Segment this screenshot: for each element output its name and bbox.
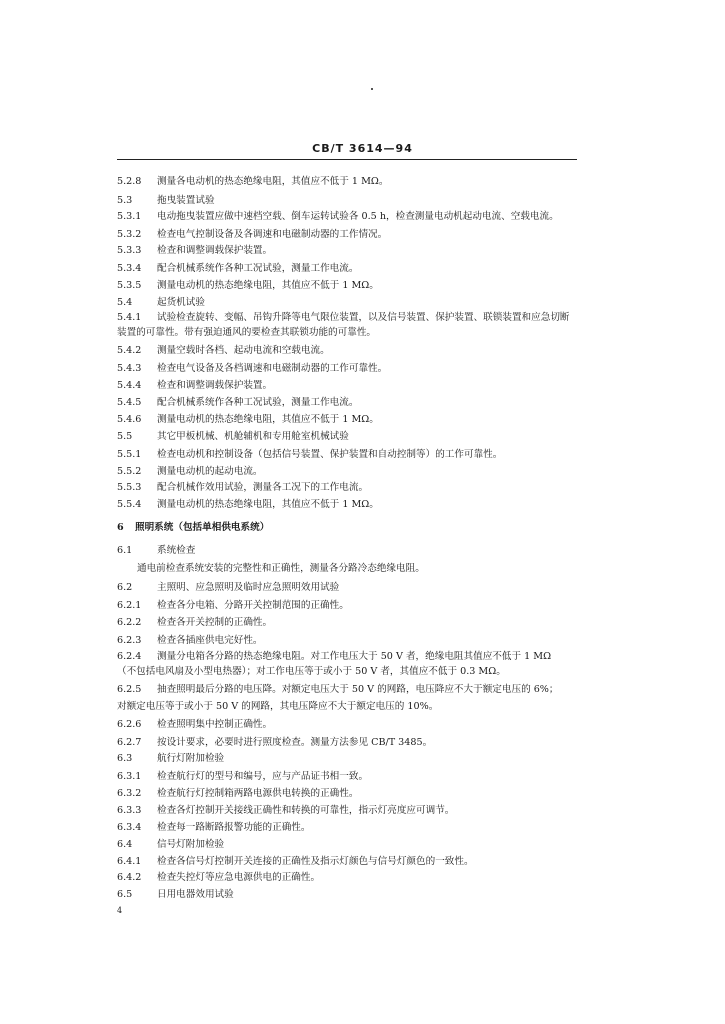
document-line [117, 195, 587, 207]
clause-text: 测量电动机的热态绝缘电阻，其值应不低于 1 MΩ。 [157, 280, 379, 291]
clause-number: 6.4.1 [117, 856, 142, 867]
document-line [117, 211, 587, 223]
clause-number: 5.5.3 [117, 482, 142, 493]
clause-text: 检查失控灯等应急电源供电的正确性。 [157, 872, 321, 883]
clause-number: 5.5.1 [117, 449, 142, 460]
clause-number: 5.4.5 [117, 397, 142, 408]
document-line [117, 499, 587, 511]
document-line [117, 280, 587, 292]
document-line [117, 719, 587, 731]
document-line [117, 397, 587, 409]
document-line [117, 771, 587, 783]
clause-number: 6.3.2 [117, 788, 142, 799]
document-line [117, 889, 587, 901]
clause-number: 5.4.4 [117, 380, 142, 391]
document-line [117, 229, 587, 241]
clause-number: 5.2.8 [117, 176, 142, 187]
document-line [117, 297, 587, 309]
document-line [137, 563, 607, 575]
clause-text: 检查电动机和控制设备（包括信号装置、保护装置和自动控制等）的工作可靠性。 [157, 449, 503, 460]
document-line [117, 788, 587, 800]
clause-text: 配合机械系统作各种工况试验，测量工作电流。 [157, 263, 359, 274]
clause-text: 系统检查 [157, 545, 196, 556]
clause-text: 照明系统（包括单相供电系统） [135, 522, 270, 533]
document-line [117, 856, 587, 868]
clause-number: 5.3 [117, 195, 133, 206]
clause-text: 检查各信号灯控制开关连接的正确性及指示灯颜色与信号灯颜色的一致性。 [157, 856, 474, 867]
clause-number: 5.3.5 [117, 280, 142, 291]
document-line [117, 449, 587, 461]
clause-number: 6.2.1 [117, 600, 142, 611]
clause-text: 航行灯附加检验 [157, 753, 225, 764]
document-line [117, 545, 587, 557]
document-line [117, 839, 587, 851]
document-line [117, 312, 587, 324]
document-line [117, 753, 587, 765]
clause-text: 检查各分电箱、分路开关控制范围的正确性。 [157, 600, 349, 611]
clause-text: （不包括电风扇及小型电热器）；对工作电压等于或小于 50 V 者，其值应不低于 0.3 MΩ。 [117, 666, 506, 677]
clause-number: 6.2.7 [117, 737, 142, 748]
clause-number: 5.4.2 [117, 345, 142, 356]
clause-number: 6.2.6 [117, 719, 142, 730]
clause-text: 配合机械作效用试验，测量各工况下的工作电流。 [157, 482, 369, 493]
clause-text: 测量电动机的热态绝缘电阻，其值应不低于 1 MΩ。 [157, 414, 379, 425]
document-line [117, 431, 587, 443]
clause-number: 5.3.3 [117, 245, 142, 256]
clause-text: 测量电动机的起动电流。 [157, 466, 263, 477]
clause-number: 5.4.1 [117, 312, 142, 323]
document-line [117, 482, 587, 494]
document-line [117, 822, 587, 834]
clause-text: 检查各插座供电完好性。 [157, 635, 263, 646]
document-line [117, 380, 587, 392]
document-line [117, 327, 587, 339]
document-line [117, 363, 587, 375]
page-number: 4 [117, 906, 123, 915]
clause-text: 检查照明集中控制正确性。 [157, 719, 273, 730]
clause-number: 6.4 [117, 839, 133, 850]
clause-text: 检查电气控制设备及各调速和电磁制动器的工作情况。 [157, 229, 388, 240]
document-line [117, 737, 587, 749]
standard-code-header: CB/T 3614—94 [312, 142, 413, 155]
clause-number: 6.2.4 [117, 651, 142, 662]
clause-text: 检查每一路断路报警功能的正确性。 [157, 822, 311, 833]
clause-text: 测量分电箱各分路的热态绝缘电阻。对工作电压大于 50 V 者，绝缘电阻其值应不低于 1 MΩ [157, 651, 552, 662]
clause-text: 检查和调整调载保护装置。 [157, 245, 273, 256]
document-line [117, 414, 587, 426]
clause-text: 日用电器效用试验 [157, 889, 234, 900]
clause-number: 5.3.1 [117, 211, 142, 222]
clause-text: 信号灯附加检验 [157, 839, 225, 850]
clause-text: 检查航行灯的型号和编号，应与产品证书相一致。 [157, 771, 369, 782]
clause-number: 6 [117, 522, 124, 533]
document-line [117, 345, 587, 357]
clause-text: 测量空载时各档、起动电流和空载电流。 [157, 345, 330, 356]
clause-text: 起货机试验 [157, 297, 205, 308]
clause-text: 电动拖曳装置应做中速档空载、倒车运转试验各 0.5 h，检查测量电动机起动电流、空载电流。 [157, 211, 559, 222]
clause-text: 按设计要求，必要时进行照度检查。测量方法参见 CB/T 3485。 [157, 737, 433, 748]
clause-text: 测量电动机的热态绝缘电阻，其值应不低于 1 MΩ。 [157, 499, 379, 510]
document-line [117, 176, 587, 188]
header-rule [117, 159, 577, 160]
document-line [117, 582, 587, 594]
clause-number: 5.4.6 [117, 414, 142, 425]
clause-text: 主照明、应急照明及临时应急照明效用试验 [157, 582, 340, 593]
clause-number: 6.2.2 [117, 617, 142, 628]
clause-text: 测量各电动机的热态绝缘电阻，其值应不低于 1 MΩ。 [157, 176, 389, 187]
document-line [117, 245, 587, 257]
clause-number: 6.3.4 [117, 822, 142, 833]
document-line [117, 684, 587, 696]
document-line [117, 805, 587, 817]
clause-number: 5.5.2 [117, 466, 142, 477]
document-line [117, 522, 587, 534]
document-line [117, 872, 587, 884]
document-line [117, 466, 587, 478]
document-line [117, 600, 587, 612]
clause-text: 配合机械系统作各种工况试验，测量工作电流。 [157, 397, 359, 408]
clause-text: 装置的可靠性。带有强迫通风的要检查其联锁功能的可靠性。 [117, 327, 377, 338]
clause-text: 检查电气设备及各档调速和电磁制动器的工作可靠性。 [157, 363, 388, 374]
clause-number: 6.3.1 [117, 771, 142, 782]
clause-number: 6.2.3 [117, 635, 142, 646]
clause-text: 通电前检查系统安装的完整性和正确性，测量各分路冷态绝缘电阻。 [137, 563, 425, 574]
clause-number: 5.3.2 [117, 229, 142, 240]
clause-number: 6.2.5 [117, 684, 142, 695]
clause-number: 6.1 [117, 545, 133, 556]
clause-text: 检查航行灯控制箱两路电源供电转换的正确性。 [157, 788, 359, 799]
clause-number: 5.4.3 [117, 363, 142, 374]
clause-number: 6.3.3 [117, 805, 142, 816]
document-line [117, 701, 587, 713]
clause-text: 检查各开关控制的正确性。 [157, 617, 273, 628]
clause-text: 其它甲板机械、机舱辅机和专用舱室机械试验 [157, 431, 349, 442]
clause-text: 对额定电压等于或小于 50 V 的网路，其电压降应不大于额定电压的 10%。 [117, 701, 439, 712]
clause-number: 6.3 [117, 753, 133, 764]
clause-number: 6.2 [117, 582, 133, 593]
clause-number: 6.4.2 [117, 872, 142, 883]
clause-number: 6.5 [117, 889, 133, 900]
clause-number: 5.4 [117, 297, 133, 308]
clause-number: 5.5.4 [117, 499, 142, 510]
clause-number: 5.3.4 [117, 263, 142, 274]
document-line [117, 635, 587, 647]
scan-speck [371, 88, 373, 90]
clause-text: 抽查照明最后分路的电压降。对额定电压大于 50 V 的网路，电压降应不大于额定电压的 6%； [157, 684, 559, 695]
clause-text: 检查和调整调载保护装置。 [157, 380, 273, 391]
clause-number: 5.5 [117, 431, 133, 442]
clause-text: 试验检查旋转、变幅、吊钩升降等电气限位装置，以及信号装置、保护装置、联锁装置和应急切断 [157, 312, 570, 323]
document-line [117, 651, 587, 663]
document-line [117, 617, 587, 629]
clause-text: 检查各灯控制开关接线正确性和转换的可靠性，指示灯亮度应可调节。 [157, 805, 455, 816]
document-line [117, 263, 587, 275]
clause-text: 拖曳装置试验 [157, 195, 215, 206]
document-line [117, 666, 587, 678]
